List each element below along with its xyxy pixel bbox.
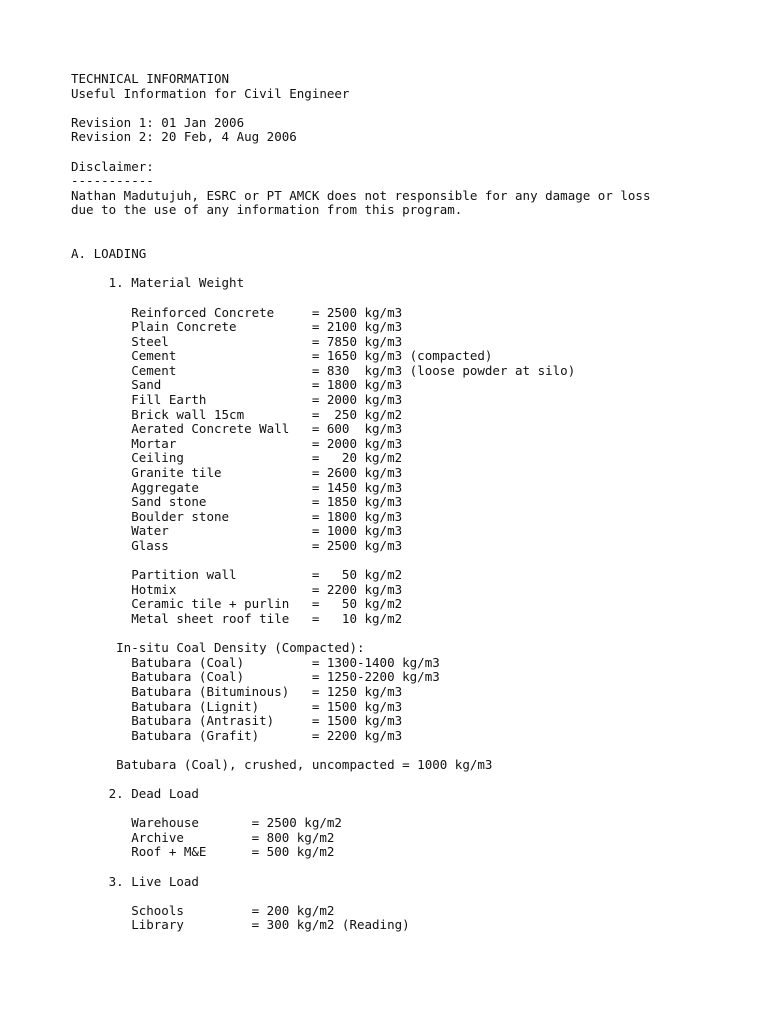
material-row: Reinforced Concrete = 2500 kg/m3 [71, 304, 403, 320]
coal-row: Batubara (Grafit) = 2200 kg/m3 [71, 727, 403, 743]
material-row: Boulder stone = 1800 kg/m3 [71, 508, 403, 524]
material-row: Sand stone = 1850 kg/m3 [71, 494, 403, 510]
material-row: Fill Earth = 2000 kg/m3 [71, 392, 403, 408]
coal-row: Batubara (Lignit) = 1500 kg/m3 [71, 698, 403, 714]
material-row: Aggregate = 1450 kg/m3 [71, 479, 403, 495]
material-row: Partition wall = 50 kg/m2 [71, 567, 403, 583]
section-a-heading: A. LOADING [71, 246, 147, 262]
spacer [71, 554, 751, 569]
material-row: Glass = 2500 kg/m3 [71, 538, 403, 553]
material-row: Sand = 1800 kg/m3 [71, 377, 403, 393]
spacer [71, 262, 751, 277]
dead-load-row: Warehouse = 2500 kg/m2 [71, 815, 342, 831]
material-row: Plain Concrete = 2100 kg/m3 [71, 319, 403, 335]
dead-load-row: Roof + M&E = 500 kg/m2 [71, 844, 335, 860]
spacer [71, 233, 751, 248]
coal-row: Batubara (Coal) = 1250-2200 kg/m3 [71, 669, 440, 685]
material-row: Ceramic tile + purlin = 50 kg/m2 [71, 596, 403, 612]
material-row: Cement = 1650 kg/m3 (compacted) [71, 348, 493, 364]
material-row: Hotmix = 2200 kg/m3 [71, 581, 403, 597]
coal-row: Batubara (Coal) = 1300-1400 kg/m3 [71, 654, 440, 670]
spacer [71, 291, 751, 306]
coal-row: Batubara (Bituminous) = 1250 kg/m3 [71, 683, 403, 699]
live-load-row: Library = 300 kg/m2 (Reading) [71, 917, 410, 933]
disclaimer-heading: Disclaimer: [71, 158, 154, 174]
material-row: Water = 1000 kg/m3 [71, 523, 403, 539]
spacer [71, 627, 751, 642]
spacer [71, 743, 751, 758]
material-row: Brick wall 15cm = 250 kg/m2 [71, 406, 403, 422]
material-row: Aerated Concrete Wall = 600 kg/m3 [71, 421, 403, 437]
coal-density-heading: In-situ Coal Density (Compacted): [71, 640, 365, 656]
live-load-row: Schools = 200 kg/m2 [71, 902, 335, 918]
dead-load-row: Archive = 800 kg/m2 [71, 829, 335, 845]
material-row: Granite tile = 2600 kg/m3 [71, 465, 403, 481]
coal-crushed-line: Batubara (Coal), crushed, uncompacted = 1000 kg/m3 [71, 756, 493, 772]
dead-load-heading: 2. Dead Load [71, 786, 199, 802]
spacer [71, 145, 751, 160]
spacer [71, 860, 751, 875]
material-row: Cement = 830 kg/m3 (loose powder at silo) [71, 362, 576, 378]
disclaimer-rule: ----------- [71, 173, 154, 189]
document-title: TECHNICAL INFORMATION [71, 71, 230, 86]
material-row: Mortar = 2000 kg/m3 [71, 435, 403, 451]
spacer [71, 218, 751, 233]
disclaimer-text-1: Nathan Madutujuh, ESRC or PT AMCK does not responsible for any damage or loss [71, 187, 651, 203]
live-load-heading: 3. Live Load [71, 873, 199, 889]
spacer [71, 802, 751, 817]
material-row: Steel = 7850 kg/m3 [71, 333, 403, 349]
spacer [71, 889, 751, 904]
document-page [71, 72, 751, 933]
spacer [71, 773, 751, 788]
spacer [71, 101, 751, 116]
revision-1: Revision 1: 01 Jan 2006 [71, 114, 245, 130]
document-subtitle: Useful Information for Civil Engineer [71, 85, 350, 101]
material-weight-heading: 1. Material Weight [71, 275, 245, 291]
disclaimer-text-2: due to the use of any information from this program. [71, 202, 463, 218]
material-row: Ceiling = 20 kg/m2 [71, 450, 403, 466]
coal-row: Batubara (Antrasit) = 1500 kg/m3 [71, 713, 403, 729]
revision-2: Revision 2: 20 Feb, 4 Aug 2006 [71, 129, 297, 145]
material-row: Metal sheet roof tile = 10 kg/m2 [71, 610, 403, 626]
